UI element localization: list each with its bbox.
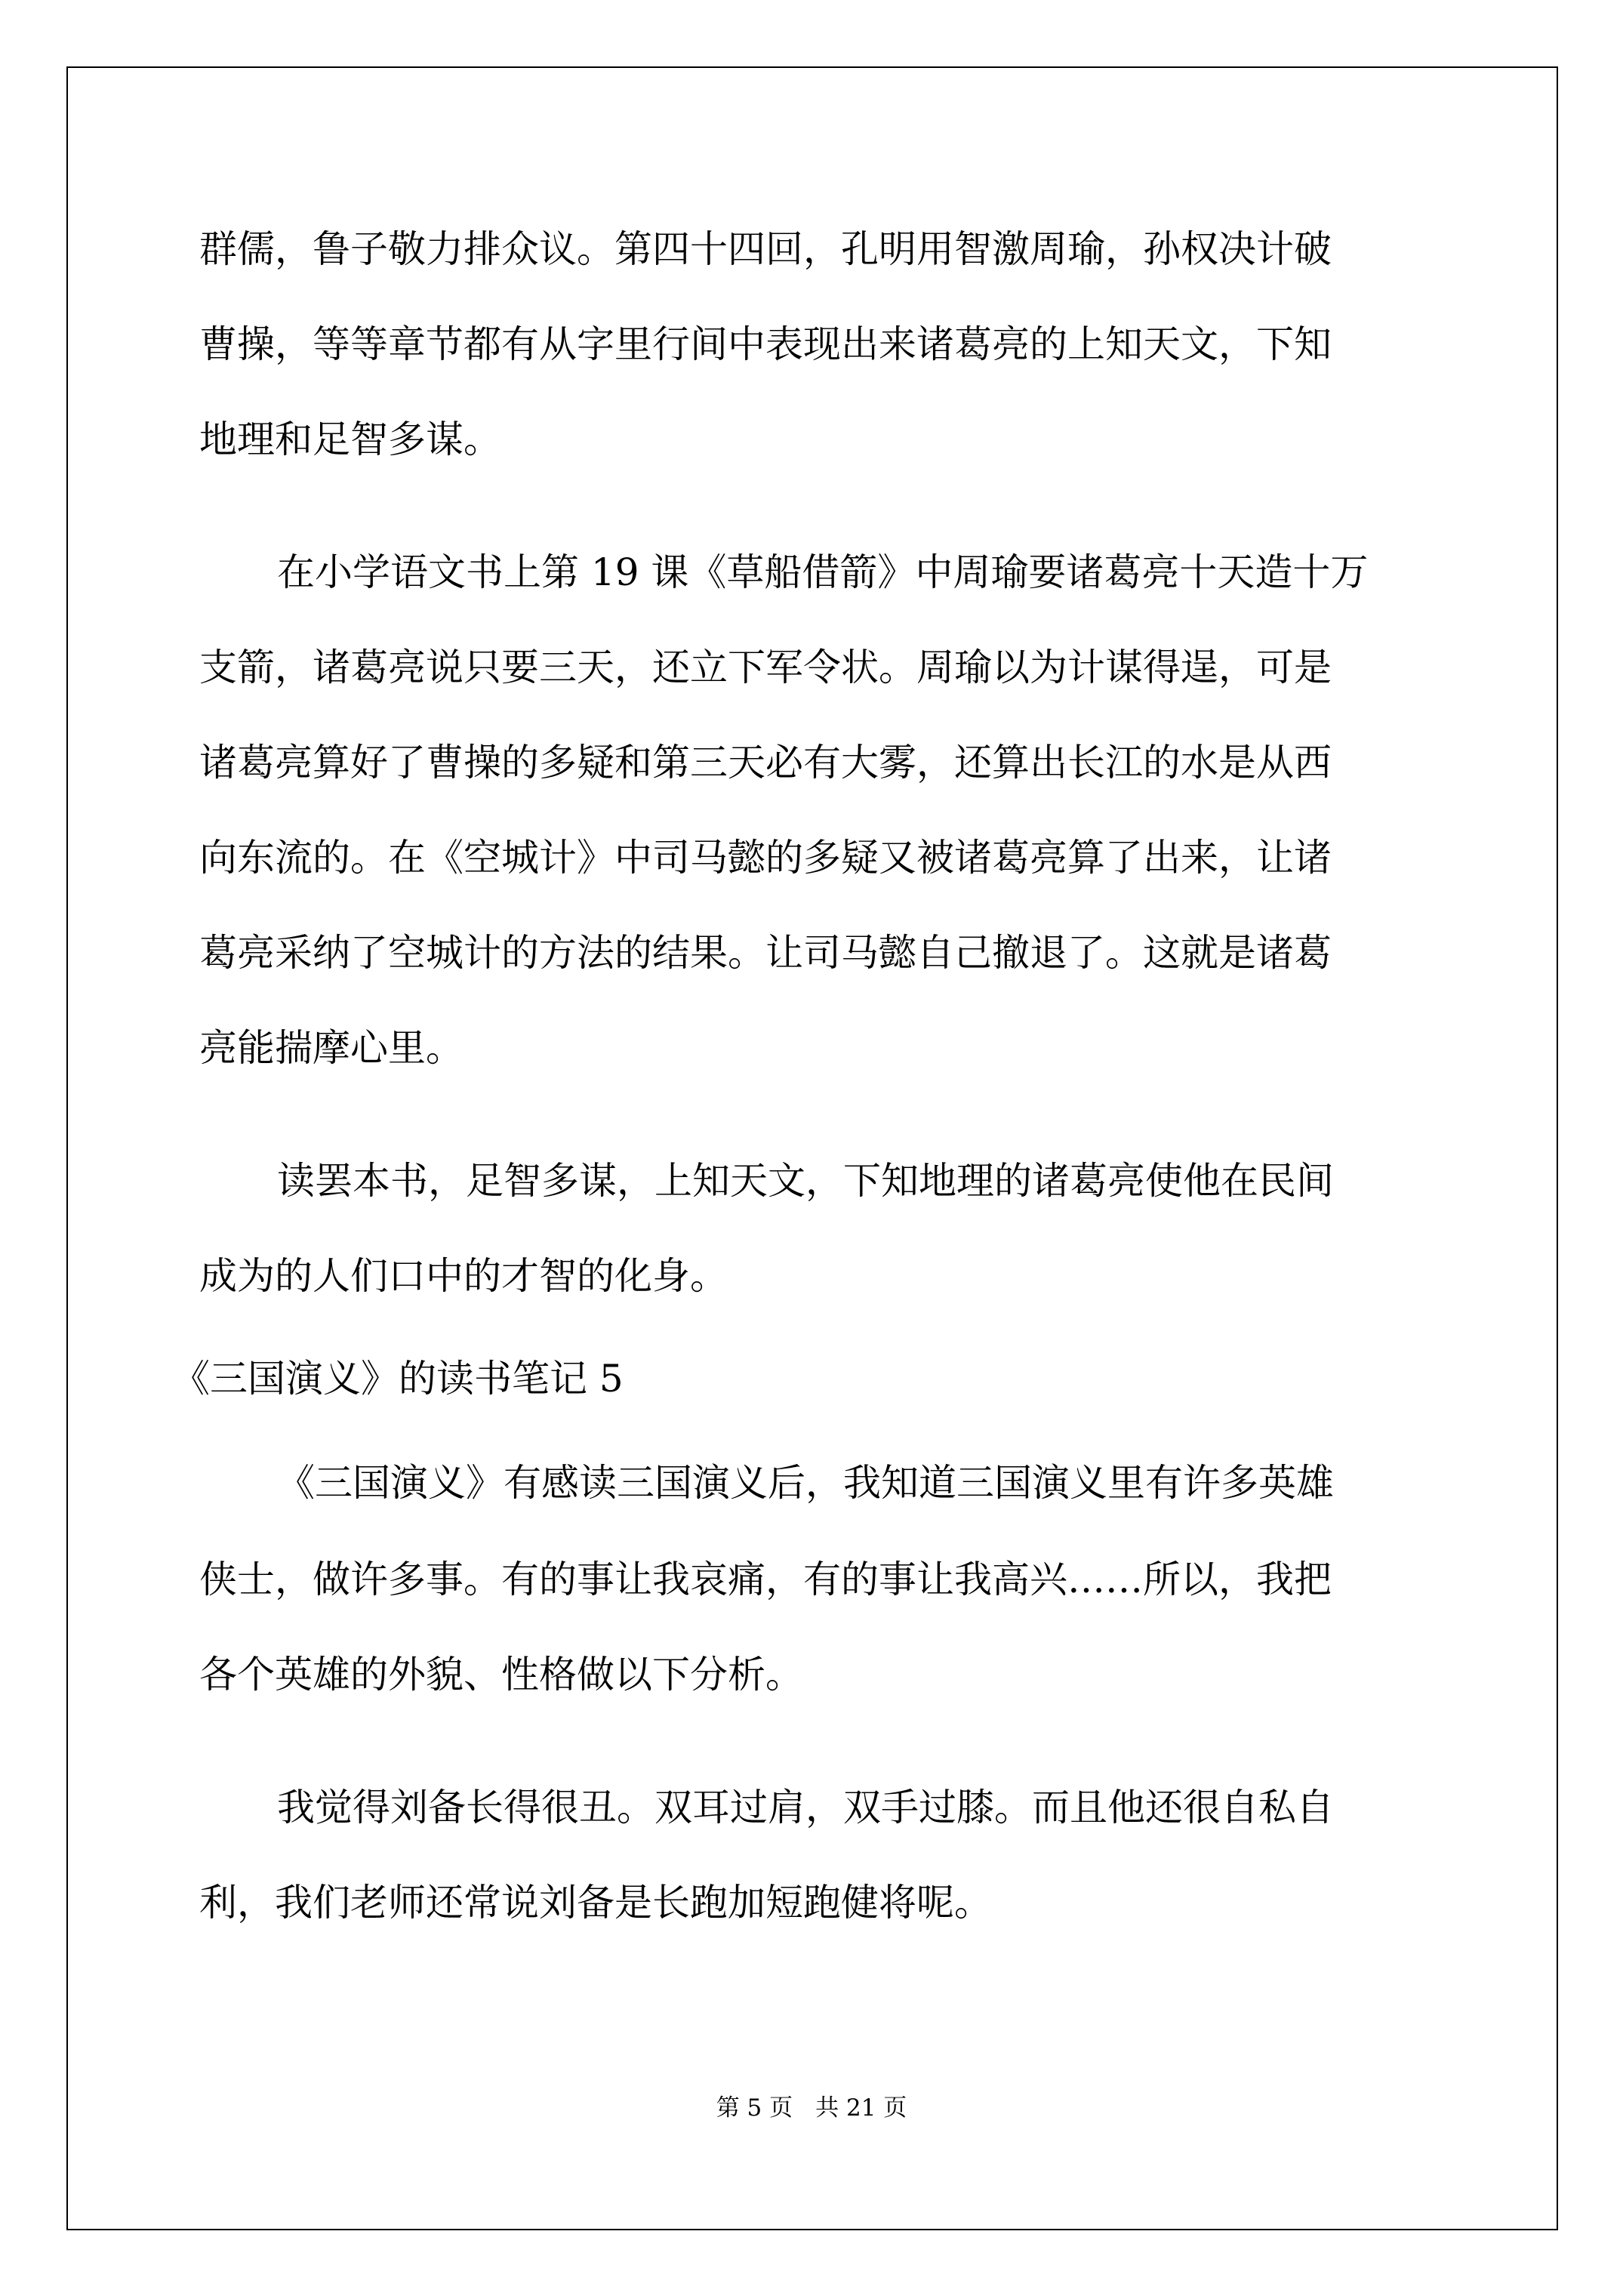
text-line: 《三国演义》有感读三国演义后，我知道三国演义里有许多英雄	[277, 1461, 1334, 1505]
text-line: 我觉得刘备长得很丑。双耳过肩，双手过膝。而且他还很自私自	[277, 1786, 1334, 1829]
section-heading: 《三国演义》的读书笔记 5	[172, 1357, 624, 1401]
text-line: 向东流的。在《空城计》中司马懿的多疑又被诸葛亮算了出来，让诸	[199, 836, 1332, 880]
text-line: 读罢本书，足智多谋，上知天文，下知地理的诸葛亮使他在民间	[277, 1159, 1334, 1203]
page-footer	[0, 2091, 1623, 2125]
text-line: 在小学语文书上第 19 课《草船借箭》中周瑜要诸葛亮十天造十万	[277, 550, 1369, 594]
text-line: 支箭，诸葛亮说只要三天，还立下军令状。周瑜以为计谋得逞，可是	[199, 646, 1332, 689]
text-line: 利，我们老师还常说刘备是长跑加短跑健将呢。	[199, 1881, 992, 1925]
text-line: 地理和足智多谋。	[199, 418, 501, 461]
page-number: 第 5 页	[716, 2094, 793, 2122]
text-line: 诸葛亮算好了曹操的多疑和第三天必有大雾，还算出长江的水是从西	[199, 741, 1332, 784]
text-line: 葛亮采纳了空城计的方法的结果。让司马懿自己撤退了。这就是诸葛	[199, 931, 1332, 975]
text-line: 曹操，等等章节都有从字里行间中表现出来诸葛亮的上知天文，下知	[199, 322, 1332, 366]
text-line: 亮能揣摩心里。	[199, 1026, 463, 1070]
page-total: 共 21 页	[815, 2094, 907, 2122]
text-line: 群儒，鲁子敬力排众议。第四十四回，孔明用智激周瑜，孙权决计破	[199, 227, 1332, 271]
text-line: 侠士，做许多事。有的事让我哀痛，有的事让我高兴……所以，我把	[199, 1558, 1332, 1601]
text-line: 成为的人们口中的才智的化身。	[199, 1254, 728, 1298]
text-line: 各个英雄的外貌、性格做以下分析。	[199, 1653, 803, 1697]
